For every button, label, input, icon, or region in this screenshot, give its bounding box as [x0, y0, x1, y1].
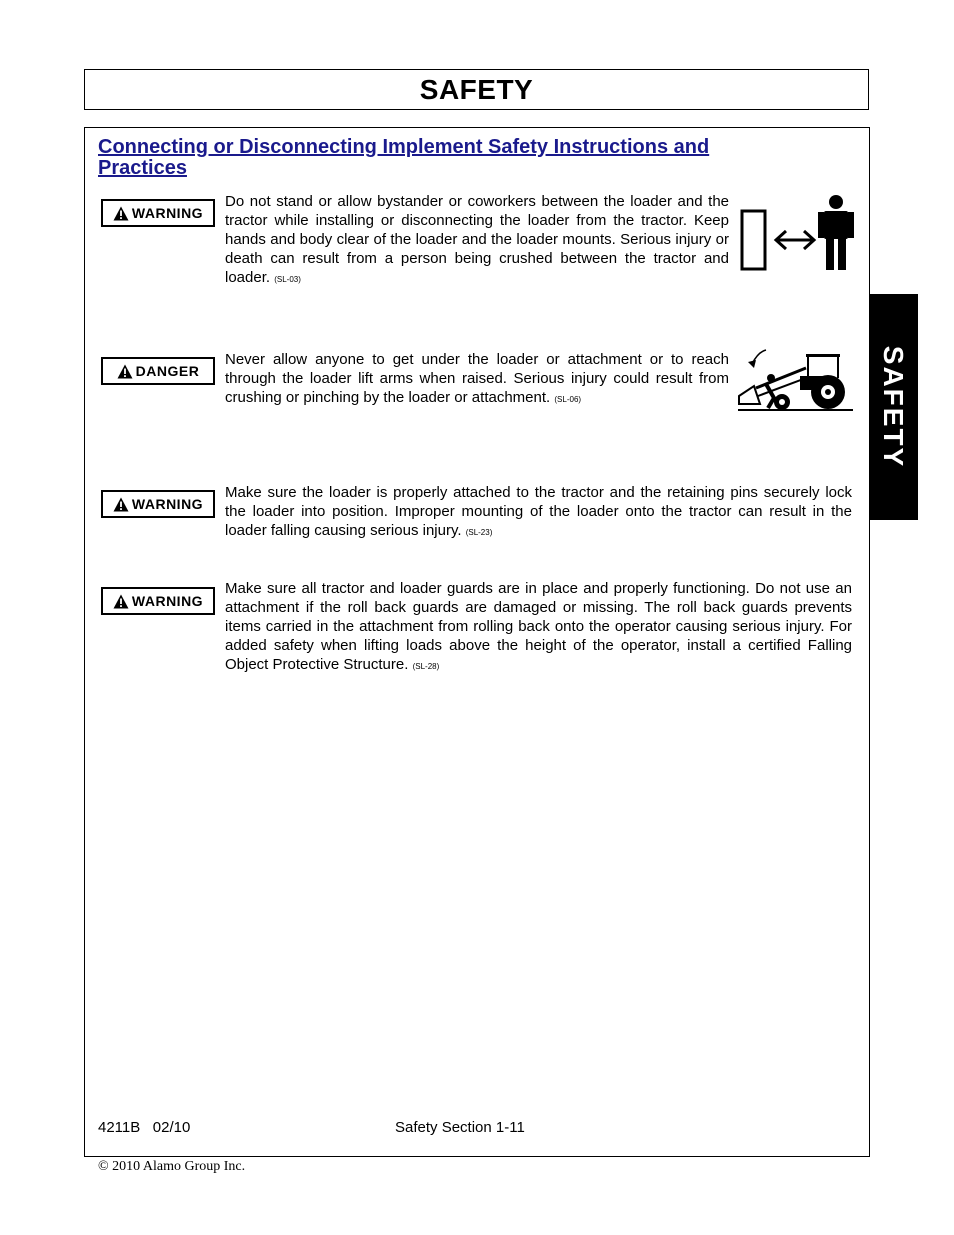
notice-code: (SL-28) [412, 662, 440, 671]
notice-code: (SL-06) [554, 395, 582, 404]
doc-id: 4211B 02/10 [98, 1119, 191, 1136]
notice-text [225, 579, 852, 676]
badge-label: WARNING [131, 205, 204, 221]
tractor-loader-icon [736, 348, 854, 414]
section-heading: Connecting or Disconnecting Implement Safety Instructions and Practices [98, 136, 710, 179]
danger-badge [101, 357, 215, 385]
page-number: Safety Section 1-11 [395, 1119, 525, 1136]
alert-triangle-icon [117, 364, 133, 379]
page-title: SAFETY [419, 73, 534, 105]
page-header [84, 69, 869, 110]
copyright: © 2010 Alamo Group Inc. [98, 1159, 246, 1174]
safety-side-tab [869, 294, 918, 520]
warning-badge [101, 199, 215, 227]
badge-label: WARNING [131, 593, 204, 609]
warning-badge [101, 490, 215, 518]
alert-triangle-icon [113, 497, 129, 512]
badge-label: DANGER [135, 363, 200, 379]
notice-body: Do not stand or allow bystander or coworkers between the loader and the tractor while installing or disconnecting the loader from the tractor. Keep hands and body clear of the loader and the loader mounts. Serious injury or death can result from a person being crushed between the tractor and loader. [225, 193, 729, 286]
notice-text [225, 192, 729, 289]
notice-text [225, 350, 729, 409]
person-crush-zone-icon [740, 193, 854, 273]
notice-body: Make sure the loader is properly attached to the tractor and the retaining pins securely lock the loader into position. Improper mounting of the loader onto the tractor can result in the loader falling causing serious injury. [225, 484, 852, 539]
alert-triangle-icon [113, 206, 129, 221]
notice-code: (SL-03) [274, 275, 301, 284]
notice-code: (SL-23) [465, 528, 493, 537]
warning-badge [101, 587, 215, 615]
notice-body: Make sure all tractor and loader guards are in place and properly functioning. Do not use an attachment if the roll back guards are damaged or missing. The roll back guards prevents items carried in the attachment from rolling back onto the operator causing serious injury. For added safety when lifting loads above the height of the operator, install a certified Falling Object Protective Structure. [225, 580, 852, 673]
side-tab-label: SAFETY [878, 345, 910, 469]
notice-body: Never allow anyone to get under the loader or attachment or to reach through the loader lift arms when raised. Serious injury could result from crushing or pinching by the loader or attachment. [225, 351, 729, 406]
notice-text [225, 483, 852, 542]
alert-triangle-icon [113, 594, 129, 609]
badge-label: WARNING [131, 496, 204, 512]
